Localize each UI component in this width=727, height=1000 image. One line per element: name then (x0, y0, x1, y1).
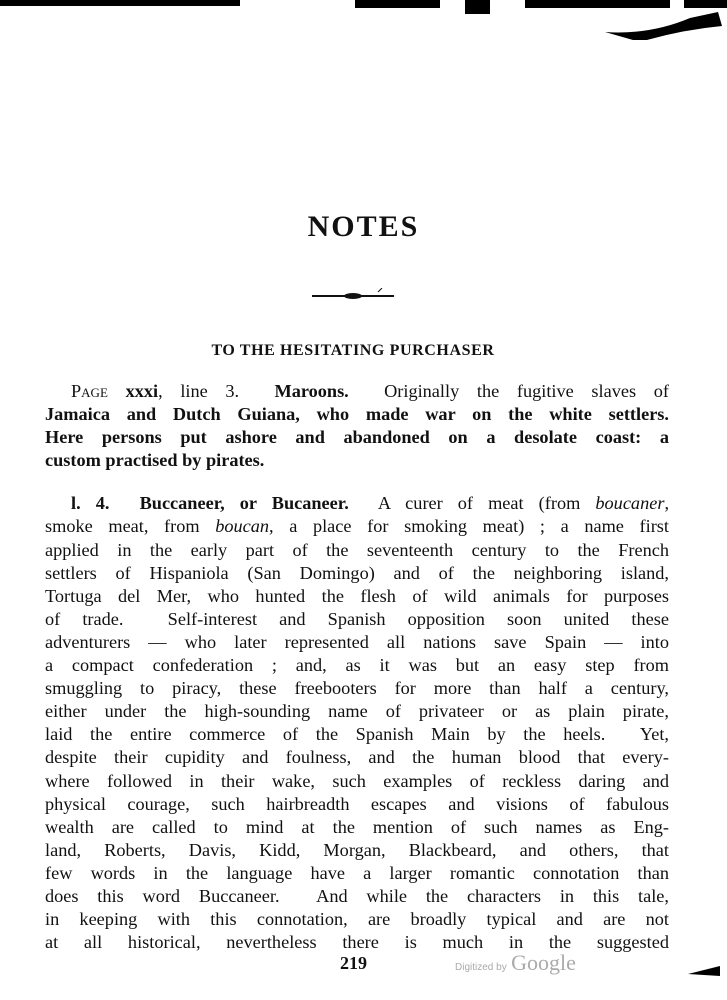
text-line (45, 839, 669, 862)
text-run: Maroons. (274, 381, 349, 401)
text-run: xxxi (125, 381, 159, 401)
text-run: Buccaneer, or Bucaneer. (139, 493, 349, 514)
text-run: Here persons put ashore and abandoned on a desolate coast: a (45, 427, 669, 448)
page-title: NOTES (307, 210, 420, 243)
text-line (45, 816, 669, 839)
text-line (45, 700, 669, 723)
text-line (45, 449, 669, 472)
text-line (45, 862, 669, 885)
section-heading: TO THE HESITATING PURCHASER (211, 342, 495, 359)
text-run: , (664, 493, 670, 514)
text-run: in keeping with this connotation, are broadly typical and are not (45, 909, 669, 930)
text-line (45, 515, 669, 538)
text-run: despite their cupidity and foulness, and the human blood that every- (45, 747, 669, 768)
text-run: at all historical, nevertheless there is much in the suggested (45, 932, 669, 953)
ornament-divider (312, 288, 394, 302)
text-run: smoke meat, from (45, 516, 216, 537)
text-line (45, 746, 669, 769)
text-line (45, 793, 669, 816)
text-run: a compact confederation ; and, as it was but an easy step from (45, 655, 669, 676)
scan-edge-artifact (0, 0, 727, 40)
text-run: Jamaica and Dutch Guiana, who made war on the white settlers. (45, 404, 669, 425)
text-run: wealth are called to mind at the mention of such names as Eng- (45, 816, 669, 837)
text-line (45, 654, 669, 677)
text-line (45, 908, 669, 931)
text-run: boucan (215, 516, 270, 537)
paragraph (45, 380, 669, 472)
text-line (45, 562, 669, 585)
text-run: land, Roberts, Davis, Kidd, Morgan, Blackbeard, and others, that (45, 839, 669, 860)
text-run: , line 3. (158, 381, 275, 401)
text-line (45, 885, 669, 908)
text-line (45, 492, 669, 515)
text-line (45, 770, 669, 793)
text-line (45, 631, 669, 654)
text-line (45, 608, 669, 631)
notes-body (45, 380, 669, 954)
text-line (45, 426, 669, 449)
text-run: adventurers — who later represented all nations save Spain — into (45, 631, 669, 652)
watermark-brand: Google (511, 950, 576, 975)
text-line (45, 403, 669, 426)
text-run: boucaner (595, 493, 665, 514)
watermark-prefix: Digitized by (455, 962, 507, 973)
text-run: smuggling to piracy, these freebooters for more than half a century, (45, 678, 669, 699)
paragraph-gap (45, 472, 669, 492)
text-run: physical courage, such hairbreadth escapes and visions of fabulous (45, 793, 669, 814)
text-run: of trade. Self-interest and Spanish opposition soon united these (45, 608, 669, 629)
page-number: 219 (340, 953, 367, 973)
text-run: Page (71, 381, 126, 401)
text-line (45, 585, 669, 608)
text-line (45, 723, 669, 746)
text-run: , a place for smoking meat) ; a name first (269, 516, 669, 537)
paragraph (45, 492, 669, 954)
text-run: A curer of meat (from (348, 493, 596, 514)
text-line (45, 677, 669, 700)
text-run: where followed in their wake, such examples of reckless daring and (45, 770, 669, 791)
text-line (45, 539, 669, 562)
text-run: few words in the language have a larger romantic connotation than (45, 862, 669, 883)
text-run: l. 4. (71, 493, 140, 514)
text-run: does this word Buccaneer. And while the characters in this tale, (45, 885, 669, 906)
text-run: settlers of Hispaniola (San Domingo) and of the neighboring island, (45, 562, 669, 583)
text-line (45, 380, 669, 403)
text-run: custom practised by pirates. (45, 450, 265, 471)
text-run: laid the entire commerce of the Spanish Main by the heels. Yet, (45, 724, 669, 745)
text-run: applied in the early part of the seventeenth century to the French (45, 539, 669, 560)
text-run: either under the high-sounding name of privateer or as plain pirate, (45, 701, 669, 722)
text-run: Tortuga del Mer, who hunted the flesh of wild animals for purposes (45, 585, 669, 606)
text-run: Originally the fugitive slaves of (348, 381, 669, 401)
digitized-watermark (455, 950, 576, 976)
scan-corner-artifact (688, 962, 720, 976)
